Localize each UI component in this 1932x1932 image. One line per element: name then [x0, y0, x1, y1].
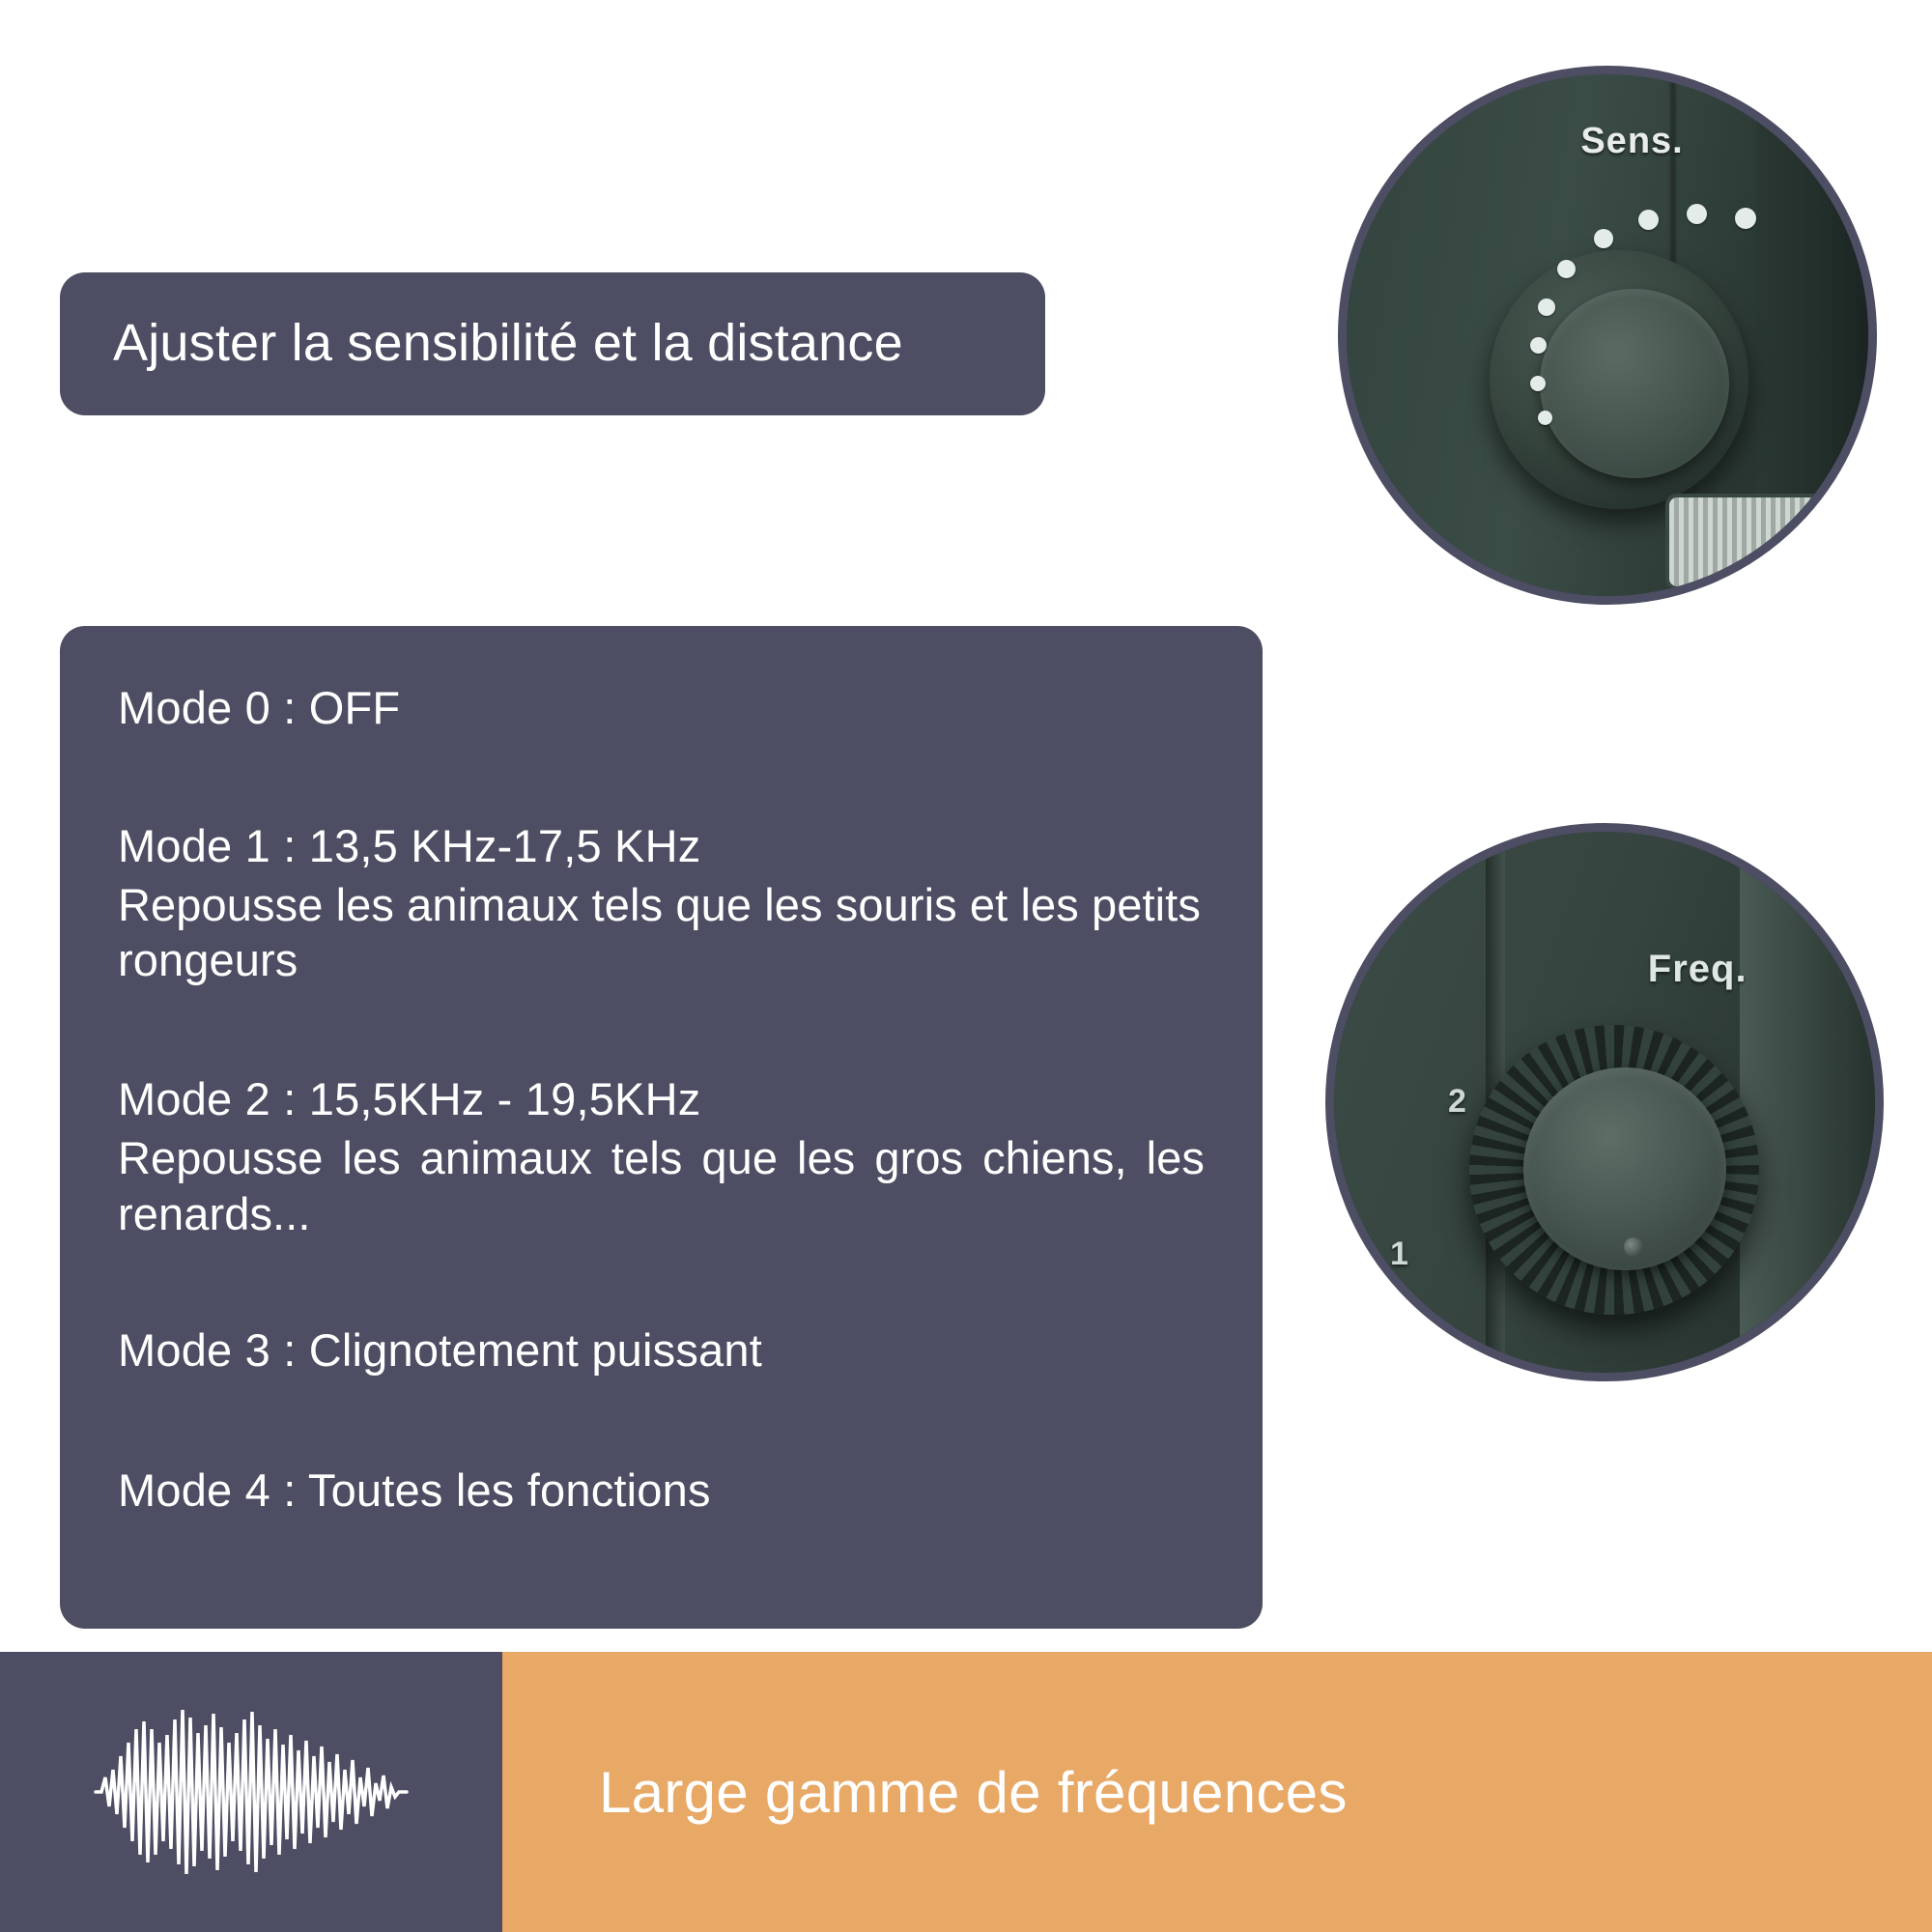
footer-headline: Large gamme de fréquences	[599, 1759, 1348, 1825]
page-title: Ajuster la sensibilité et la distance	[113, 314, 903, 373]
frequency-photo-side-panel	[1740, 832, 1884, 1373]
mode-2-description: Repousse les animaux tels que les gros chiens, les renards...	[118, 1131, 1205, 1239]
sens-label: Sens.	[1580, 121, 1684, 161]
freq-mark-1: 1	[1390, 1236, 1408, 1272]
modes-panel	[60, 626, 1263, 1629]
mode-item-4	[118, 1463, 1205, 1520]
mode-3-heading: Mode 3 : Clignotement puissant	[118, 1324, 762, 1377]
freq-mark-0: 0	[1444, 1334, 1463, 1371]
page-title-pill	[60, 272, 1045, 415]
sens-scale-dot	[1530, 337, 1547, 354]
footer-icon-area	[0, 1652, 502, 1932]
mode-item-3	[118, 1322, 1205, 1379]
sens-scale-dot	[1530, 376, 1546, 391]
mode-2-heading: Mode 2 : 15,5KHz - 19,5KHz	[118, 1073, 701, 1125]
mode-4-heading: Mode 4 : Toutes les fonctions	[118, 1464, 711, 1517]
sens-knob-dial	[1490, 250, 1748, 509]
mode-item-2	[118, 1071, 1205, 1241]
sens-scale-dot	[1687, 204, 1707, 224]
frequency-knob-photo	[1325, 823, 1884, 1381]
footer-bar	[0, 1652, 1932, 1932]
footer-text-area	[502, 1652, 1932, 1932]
sens-scale-dot	[1594, 229, 1613, 248]
sensitivity-knob-photo	[1338, 66, 1877, 605]
freq-knob-screw	[1624, 1237, 1643, 1257]
mode-item-1	[118, 818, 1205, 988]
mode-0-heading: Mode 0 : OFF	[118, 682, 401, 733]
sens-scale-dot	[1538, 298, 1555, 316]
sens-scale-dot	[1538, 411, 1552, 425]
freq-label: Freq.	[1647, 948, 1747, 990]
sens-scale-dot	[1735, 208, 1756, 229]
mode-1-heading: Mode 1 : 13,5 KHz-17,5 KHz	[118, 819, 701, 871]
sensitivity-photo-chrome-strip	[1665, 494, 1847, 590]
mode-item-0	[118, 680, 1205, 737]
freq-knob-dial	[1469, 1025, 1759, 1315]
sound-wave-icon	[92, 1700, 411, 1884]
freq-mark-2: 2	[1448, 1083, 1466, 1120]
mode-1-description: Repousse les animaux tels que les souris et les petits rongeurs	[118, 878, 1201, 986]
sens-scale-dot	[1638, 210, 1659, 230]
sens-scale-dot	[1557, 260, 1576, 278]
